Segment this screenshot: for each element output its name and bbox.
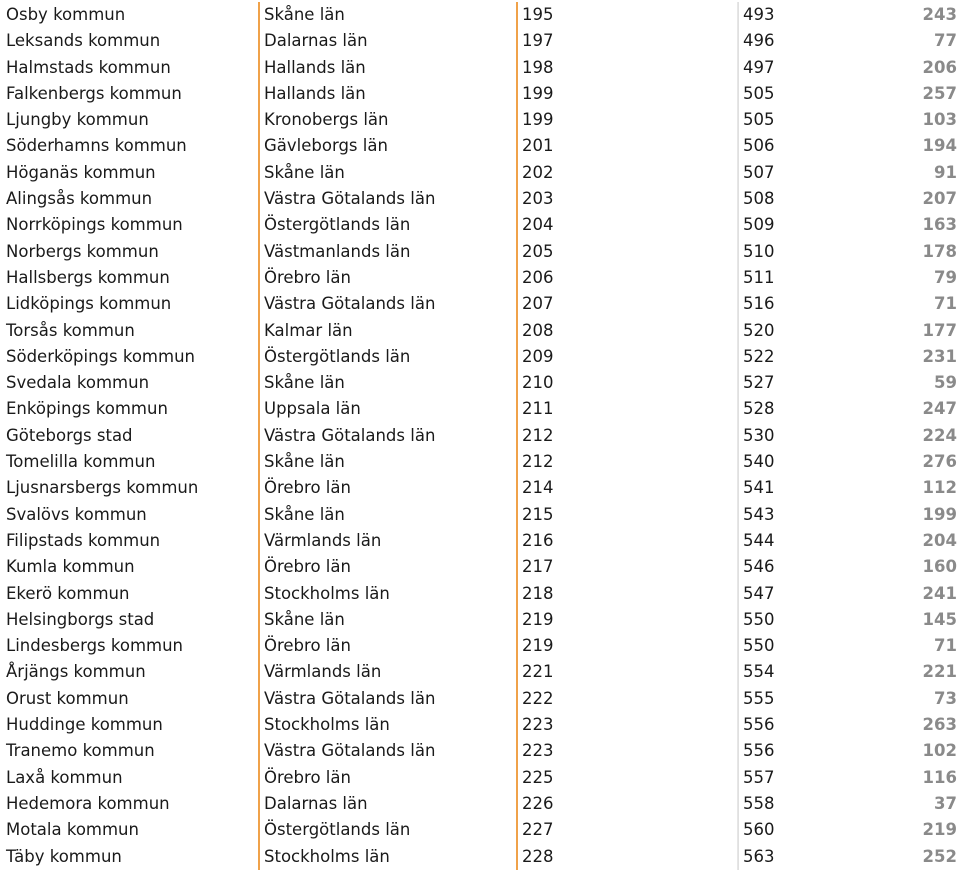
rank-b-cell[interactable]: 509 bbox=[738, 212, 828, 238]
rank-b-cell[interactable]: 541 bbox=[738, 475, 828, 501]
value-cell[interactable]: 59 bbox=[934, 373, 957, 393]
municipality-cell[interactable]: Hedemora kommun bbox=[6, 793, 170, 813]
rank-a-cell[interactable]: 216 bbox=[516, 528, 738, 554]
municipality-cell[interactable]: Enköpings kommun bbox=[6, 399, 168, 419]
value-cell[interactable]: 145 bbox=[922, 609, 957, 629]
municipality-cell[interactable]: Tomelilla kommun bbox=[6, 452, 156, 472]
rank-b-cell[interactable]: 522 bbox=[738, 344, 828, 370]
municipality-cell[interactable]: Halmstads kommun bbox=[6, 57, 171, 77]
municipality-cell[interactable]: Täby kommun bbox=[6, 846, 122, 866]
rank-a-cell[interactable]: 222 bbox=[516, 686, 738, 712]
value-cell[interactable]: 207 bbox=[922, 189, 957, 209]
municipality-cell[interactable]: Alingsås kommun bbox=[6, 189, 153, 209]
county-cell[interactable]: Östergötlands län bbox=[258, 212, 516, 238]
rank-b-cell[interactable]: 505 bbox=[738, 107, 828, 133]
county-cell[interactable]: Västra Götalands län bbox=[258, 686, 516, 712]
county-cell[interactable]: Västra Götalands län bbox=[258, 738, 516, 764]
county-cell[interactable]: Östergötlands län bbox=[258, 817, 516, 843]
value-cell[interactable]: 221 bbox=[922, 662, 957, 682]
county-cell[interactable]: Värmlands län bbox=[258, 528, 516, 554]
rank-a-cell[interactable]: 214 bbox=[516, 475, 738, 501]
municipality-cell[interactable]: Motala kommun bbox=[6, 820, 139, 840]
value-cell[interactable]: 199 bbox=[922, 504, 957, 524]
table-row bbox=[0, 186, 960, 212]
county-cell[interactable]: Västra Götalands län bbox=[258, 186, 516, 212]
rank-b-cell[interactable]: 554 bbox=[738, 659, 828, 685]
county-cell[interactable]: Stockholms län bbox=[258, 844, 516, 870]
rank-b-cell[interactable]: 557 bbox=[738, 765, 828, 791]
table-row bbox=[0, 107, 960, 133]
rank-a-cell[interactable]: 197 bbox=[516, 28, 738, 54]
rank-b-cell[interactable]: 507 bbox=[738, 160, 828, 186]
rank-a-cell[interactable]: 227 bbox=[516, 817, 738, 843]
value-cell[interactable]: 204 bbox=[922, 530, 957, 550]
value-cell[interactable]: 71 bbox=[934, 636, 957, 656]
table-row bbox=[0, 554, 960, 580]
rank-a-cell[interactable]: 208 bbox=[516, 318, 738, 344]
table-row bbox=[0, 344, 960, 370]
table-row bbox=[0, 212, 960, 238]
value-cell[interactable]: 257 bbox=[922, 83, 957, 103]
rank-a-cell[interactable]: 198 bbox=[516, 55, 738, 81]
value-cell[interactable]: 77 bbox=[934, 31, 957, 51]
county-cell[interactable]: Gävleborgs län bbox=[258, 133, 516, 159]
rank-a-cell[interactable]: 204 bbox=[516, 212, 738, 238]
rank-b-cell[interactable]: 544 bbox=[738, 528, 828, 554]
rank-b-cell[interactable]: 546 bbox=[738, 554, 828, 580]
rank-a-cell[interactable]: 205 bbox=[516, 239, 738, 265]
table-row bbox=[0, 239, 960, 265]
municipality-cell[interactable]: Kumla kommun bbox=[6, 557, 135, 577]
table-row bbox=[0, 265, 960, 291]
municipality-cell[interactable]: Tranemo kommun bbox=[6, 741, 155, 761]
rank-a-cell[interactable]: 223 bbox=[516, 712, 738, 738]
county-cell[interactable]: Skåne län bbox=[258, 2, 516, 28]
table-row bbox=[0, 817, 960, 843]
table-row bbox=[0, 475, 960, 501]
rank-a-cell[interactable]: 218 bbox=[516, 581, 738, 607]
table-row bbox=[0, 528, 960, 554]
value-cell[interactable]: 206 bbox=[922, 57, 957, 77]
municipality-cell[interactable]: Norrköpings kommun bbox=[6, 215, 183, 235]
table-row bbox=[0, 160, 960, 186]
rank-b-cell[interactable]: 496 bbox=[738, 28, 828, 54]
value-cell[interactable]: 231 bbox=[922, 346, 957, 366]
rank-a-cell[interactable]: 202 bbox=[516, 160, 738, 186]
value-cell[interactable]: 243 bbox=[922, 5, 957, 24]
rank-b-cell[interactable]: 563 bbox=[738, 844, 828, 870]
county-cell[interactable]: Stockholms län bbox=[258, 581, 516, 607]
rank-a-cell[interactable]: 211 bbox=[516, 396, 738, 422]
value-cell[interactable]: 276 bbox=[922, 452, 957, 472]
county-cell[interactable]: Örebro län bbox=[258, 554, 516, 580]
county-cell[interactable]: Dalarnas län bbox=[258, 28, 516, 54]
municipality-cell[interactable]: Årjängs kommun bbox=[6, 662, 146, 682]
county-cell[interactable]: Östergötlands län bbox=[258, 344, 516, 370]
municipality-cell[interactable]: Helsingborgs stad bbox=[6, 609, 155, 629]
county-cell[interactable]: Skåne län bbox=[258, 607, 516, 633]
rank-b-cell[interactable]: 510 bbox=[738, 239, 828, 265]
municipality-cell[interactable]: Torsås kommun bbox=[6, 320, 135, 340]
rank-b-cell[interactable]: 508 bbox=[738, 186, 828, 212]
municipality-cell[interactable]: Svalövs kommun bbox=[6, 504, 147, 524]
county-cell[interactable]: Hallands län bbox=[258, 81, 516, 107]
municipality-cell[interactable]: Ljusnarsbergs kommun bbox=[6, 478, 199, 498]
county-cell[interactable]: Örebro län bbox=[258, 475, 516, 501]
county-cell[interactable]: Skåne län bbox=[258, 502, 516, 528]
rank-b-cell[interactable]: 550 bbox=[738, 633, 828, 659]
value-cell[interactable]: 263 bbox=[922, 715, 957, 735]
rank-b-cell[interactable]: 516 bbox=[738, 291, 828, 317]
value-cell[interactable]: 163 bbox=[922, 215, 957, 235]
rank-b-cell[interactable]: 556 bbox=[738, 712, 828, 738]
table-row bbox=[0, 738, 960, 764]
table-row bbox=[0, 844, 960, 870]
table-row bbox=[0, 502, 960, 528]
table-row bbox=[0, 396, 960, 422]
value-cell[interactable]: 178 bbox=[922, 241, 957, 261]
rank-b-cell[interactable]: 540 bbox=[738, 449, 828, 475]
rank-a-cell[interactable]: 219 bbox=[516, 633, 738, 659]
table-row bbox=[0, 291, 960, 317]
county-cell[interactable]: Hallands län bbox=[258, 55, 516, 81]
table-row bbox=[0, 581, 960, 607]
rank-b-cell[interactable]: 505 bbox=[738, 81, 828, 107]
municipality-cell[interactable]: Filipstads kommun bbox=[6, 530, 161, 550]
rank-b-cell[interactable]: 560 bbox=[738, 817, 828, 843]
municipality-cell[interactable]: Göteborgs stad bbox=[6, 425, 133, 445]
value-cell[interactable]: 194 bbox=[922, 136, 957, 156]
table-row bbox=[0, 28, 960, 54]
municipality-cell[interactable]: Ekerö kommun bbox=[6, 583, 130, 603]
rank-a-cell[interactable]: 225 bbox=[516, 765, 738, 791]
rank-a-cell[interactable]: 201 bbox=[516, 133, 738, 159]
municipality-cell[interactable]: Lindesbergs kommun bbox=[6, 636, 184, 656]
table-row bbox=[0, 791, 960, 817]
rank-b-cell[interactable]: 558 bbox=[738, 791, 828, 817]
rank-b-cell[interactable]: 556 bbox=[738, 738, 828, 764]
rank-a-cell[interactable]: 203 bbox=[516, 186, 738, 212]
value-cell[interactable]: 224 bbox=[922, 425, 957, 445]
value-cell[interactable]: 241 bbox=[922, 583, 957, 603]
value-cell[interactable]: 73 bbox=[934, 688, 957, 708]
county-cell[interactable]: Stockholms län bbox=[258, 712, 516, 738]
rank-a-cell[interactable]: 223 bbox=[516, 738, 738, 764]
municipality-cell[interactable]: Hallsbergs kommun bbox=[6, 267, 170, 287]
table-row bbox=[0, 133, 960, 159]
rank-a-cell[interactable]: 212 bbox=[516, 449, 738, 475]
county-cell[interactable]: Kalmar län bbox=[258, 318, 516, 344]
rank-a-cell[interactable]: 226 bbox=[516, 791, 738, 817]
municipality-cell[interactable]: Laxå kommun bbox=[6, 767, 123, 787]
rank-a-cell[interactable]: 228 bbox=[516, 844, 738, 870]
rank-b-cell[interactable]: 497 bbox=[738, 55, 828, 81]
table-row bbox=[0, 81, 960, 107]
municipality-cell[interactable]: Lidköpings kommun bbox=[6, 294, 172, 314]
rank-a-cell[interactable]: 195 bbox=[516, 2, 738, 28]
county-cell[interactable]: Värmlands län bbox=[258, 659, 516, 685]
municipality-cell[interactable]: Orust kommun bbox=[6, 688, 129, 708]
municipality-cell[interactable]: Falkenbergs kommun bbox=[6, 83, 182, 103]
county-cell[interactable]: Västra Götalands län bbox=[258, 423, 516, 449]
value-cell[interactable]: 112 bbox=[922, 478, 957, 498]
rank-b-cell[interactable]: 547 bbox=[738, 581, 828, 607]
county-cell[interactable]: Dalarnas län bbox=[258, 791, 516, 817]
value-cell[interactable]: 71 bbox=[934, 294, 957, 314]
value-cell[interactable]: 247 bbox=[922, 399, 957, 419]
rank-a-cell[interactable]: 206 bbox=[516, 265, 738, 291]
county-cell[interactable]: Skåne län bbox=[258, 370, 516, 396]
municipality-cell[interactable]: Osby kommun bbox=[6, 5, 126, 24]
county-cell[interactable]: Västmanlands län bbox=[258, 239, 516, 265]
municipality-cell[interactable]: Söderhamns kommun bbox=[6, 136, 187, 156]
rank-a-cell[interactable]: 217 bbox=[516, 554, 738, 580]
table-row bbox=[0, 633, 960, 659]
county-cell[interactable]: Skåne län bbox=[258, 449, 516, 475]
value-cell[interactable]: 252 bbox=[922, 846, 957, 866]
value-cell[interactable]: 177 bbox=[922, 320, 957, 340]
county-cell[interactable]: Örebro län bbox=[258, 765, 516, 791]
ranking-table bbox=[0, 2, 960, 870]
rank-a-cell[interactable]: 199 bbox=[516, 81, 738, 107]
rank-b-cell[interactable]: 528 bbox=[738, 396, 828, 422]
rank-b-cell[interactable]: 550 bbox=[738, 607, 828, 633]
table-row bbox=[0, 607, 960, 633]
table-row bbox=[0, 686, 960, 712]
municipality-cell[interactable]: Svedala kommun bbox=[6, 373, 150, 393]
rank-a-cell[interactable]: 207 bbox=[516, 291, 738, 317]
table-row bbox=[0, 765, 960, 791]
municipality-cell[interactable]: Huddinge kommun bbox=[6, 715, 163, 735]
value-cell[interactable]: 91 bbox=[934, 162, 957, 182]
municipality-cell[interactable]: Leksands kommun bbox=[6, 31, 161, 51]
rank-a-cell[interactable]: 209 bbox=[516, 344, 738, 370]
rank-b-cell[interactable]: 527 bbox=[738, 370, 828, 396]
table-row bbox=[0, 659, 960, 685]
rank-a-cell[interactable]: 219 bbox=[516, 607, 738, 633]
rank-b-cell[interactable]: 555 bbox=[738, 686, 828, 712]
value-cell[interactable]: 219 bbox=[922, 820, 957, 840]
municipality-cell[interactable]: Norbergs kommun bbox=[6, 241, 159, 261]
value-cell[interactable]: 116 bbox=[922, 767, 957, 787]
table-row bbox=[0, 55, 960, 81]
rank-b-cell[interactable]: 511 bbox=[738, 265, 828, 291]
county-cell[interactable]: Örebro län bbox=[258, 265, 516, 291]
rank-b-cell[interactable]: 506 bbox=[738, 133, 828, 159]
table-row bbox=[0, 370, 960, 396]
municipality-cell[interactable]: Ljungby kommun bbox=[6, 110, 149, 130]
table-row bbox=[0, 423, 960, 449]
municipality-cell[interactable]: Höganäs kommun bbox=[6, 162, 156, 182]
rank-b-cell[interactable]: 493 bbox=[738, 2, 828, 28]
rank-a-cell[interactable]: 221 bbox=[516, 659, 738, 685]
county-cell[interactable]: Uppsala län bbox=[258, 396, 516, 422]
rank-b-cell[interactable]: 520 bbox=[738, 318, 828, 344]
value-cell[interactable]: 103 bbox=[922, 110, 957, 130]
rank-b-cell[interactable]: 530 bbox=[738, 423, 828, 449]
municipality-cell[interactable]: Söderköpings kommun bbox=[6, 346, 195, 366]
value-cell[interactable]: 102 bbox=[922, 741, 957, 761]
value-cell[interactable]: 160 bbox=[922, 557, 957, 577]
rank-a-cell[interactable]: 199 bbox=[516, 107, 738, 133]
county-cell[interactable]: Skåne län bbox=[258, 160, 516, 186]
table-row bbox=[0, 449, 960, 475]
table-row bbox=[0, 712, 960, 738]
table-row bbox=[0, 2, 960, 28]
value-cell[interactable]: 79 bbox=[934, 267, 957, 287]
county-cell[interactable]: Kronobergs län bbox=[258, 107, 516, 133]
value-cell[interactable]: 37 bbox=[934, 793, 957, 813]
rank-a-cell[interactable]: 210 bbox=[516, 370, 738, 396]
rank-a-cell[interactable]: 215 bbox=[516, 502, 738, 528]
table-row bbox=[0, 318, 960, 344]
county-cell[interactable]: Örebro län bbox=[258, 633, 516, 659]
rank-a-cell[interactable]: 212 bbox=[516, 423, 738, 449]
county-cell[interactable]: Västra Götalands län bbox=[258, 291, 516, 317]
rank-b-cell[interactable]: 543 bbox=[738, 502, 828, 528]
